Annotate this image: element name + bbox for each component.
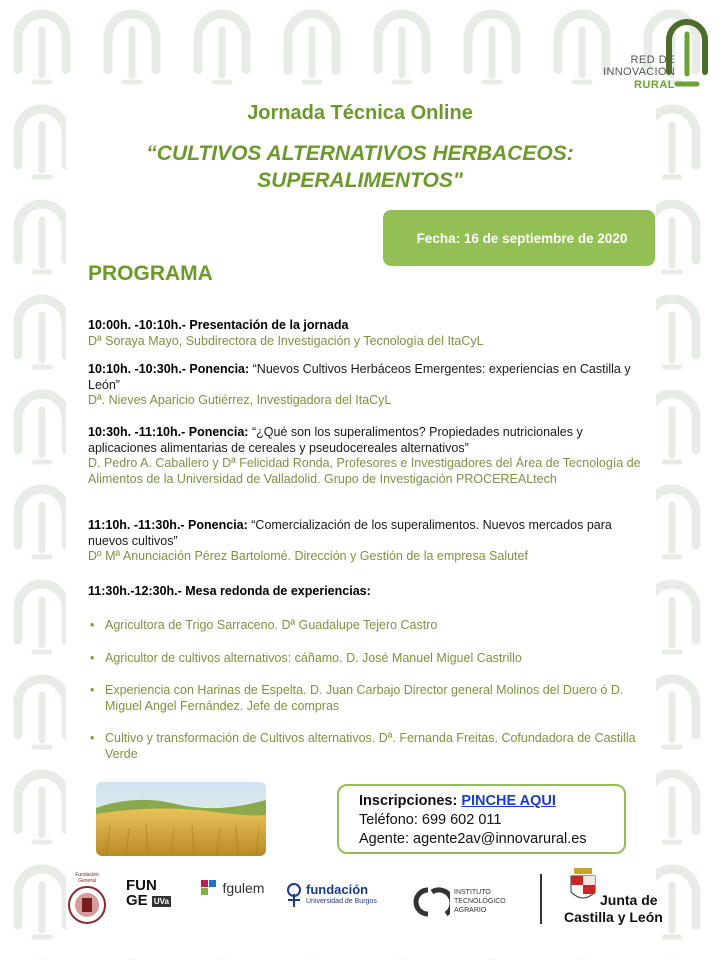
event-subtitle — [60, 140, 660, 194]
session-item — [88, 584, 648, 600]
fgulem-logo — [200, 878, 270, 918]
ubu-tree-icon — [284, 882, 304, 908]
logo-line-1: RED DE — [630, 54, 675, 66]
funge-text-b: GE — [126, 892, 148, 909]
logo-line-2: INNOVACION — [603, 66, 675, 78]
event-date-badge: Fecha: 16 de septiembre de 2020 — [383, 210, 655, 266]
session-speaker: D. Pedro A. Caballero y Dª Felicidad Ronda, Profesores e Investigadores del Área de Tecnología de Alimentos de la Universidad de Valladolid. Grupo de Investigación PROCEREALtech — [88, 456, 641, 486]
logo-line-3: RURAL — [634, 79, 675, 91]
list-item — [88, 683, 648, 714]
session-item — [88, 362, 648, 409]
wheat-field-image — [96, 782, 266, 856]
fundacion-general-logo — [66, 872, 108, 926]
roundtable-entry: Experiencia con Harinas de Espelta. D. Juan Carbajo Director general Molinos del Duero ó D. Miguel Angel Fernández. Jefe de compras — [105, 683, 624, 713]
session-speaker: Dª Soraya Mayo, Subdirectora de Investigación y Tecnología del ItaCyL — [88, 333, 484, 348]
funge-text-a: FUN — [126, 877, 157, 894]
registration-label: Inscripciones: — [359, 793, 458, 809]
event-title: Jornada Técnica Online — [247, 102, 473, 124]
uva-badge: UVa — [153, 896, 169, 906]
itacyl-text-2: TECNOLÓGICO — [454, 898, 506, 905]
list-item — [88, 651, 648, 667]
junta-text-1: Junta de — [600, 892, 658, 908]
session-topic: “Comercialización de los superalimentos. Nuevos mercados para nuevos cultivos” — [88, 518, 612, 548]
fgulem-mark-icon — [200, 878, 218, 898]
event-subtitle-line-2: SUPERALIMENTOS" — [257, 169, 463, 192]
sponsor-logos — [66, 866, 666, 928]
funge-uva-logo — [126, 878, 182, 924]
event-subtitle-line-1: “CULTIVOS ALTERNATIVOS HERBACEOS: — [146, 142, 574, 165]
roundtable-entry: Cultivo y transformación de Cultivos alternativos. Dª. Fernanda Freitas. Cofundadora de Castilla Verde — [105, 731, 636, 761]
list-item — [88, 731, 648, 762]
registration-link[interactable]: PINCHE AQUI — [461, 793, 556, 809]
session-speaker: Dº Mª Anunciación Pérez Bartolomé. Dirección y Gestión de la empresa Salutef — [88, 549, 528, 563]
university-seal-icon — [66, 884, 108, 926]
session-speaker: Dª. Nieves Aparicio Gutiérrez, Investigadora del ItaCyL — [88, 393, 392, 407]
session-time: 11:10h. -11:30h.- Ponencia: — [88, 518, 248, 532]
red-innovacion-rural-logo — [588, 10, 713, 92]
coat-of-arms-icon — [568, 866, 598, 906]
registration-agent: Agente: agente2av@innovarural.es — [359, 831, 587, 847]
session-time: 10:00h. -10:10h.- Presentación de la jornada — [88, 318, 349, 332]
bullet-icon: • — [90, 618, 95, 632]
session-time: 11:30h.-12:30h.- Mesa redonda de experiencias: — [88, 584, 371, 598]
fgulem-text: fgulem — [222, 880, 265, 896]
session-item — [88, 425, 648, 487]
session-item — [88, 518, 648, 565]
roundtable-entry: Agricultora de Trigo Sarraceno. Dª Guadalupe Tejero Castro — [105, 618, 438, 632]
roundtable-entry: Agricultor de cultivos alternativos: cáñamo. D. José Manuel Miguel Castrillo — [105, 650, 522, 665]
itacyl-text-1: INSTITUTO — [454, 889, 491, 896]
rir-arch-icon — [661, 10, 713, 92]
list-item — [88, 618, 648, 634]
session-item — [88, 318, 648, 349]
fundacion-general-text: Fundación General — [75, 872, 99, 884]
session-topic: “Nuevos Cultivos Herbáceos Emergentes: experiencias en Castilla y León” — [88, 362, 631, 392]
registration-phone: Teléfono: 699 602 011 — [359, 812, 502, 828]
registration-box — [337, 784, 626, 854]
session-topic: “¿Qué son los superalimentos? Propiedades nutricionales y aplicaciones alimentarias de cereales y pseudocereales alternativos” — [88, 425, 583, 455]
program-heading: PROGRAMA — [88, 262, 213, 285]
bullet-icon: • — [90, 683, 95, 697]
bullet-icon: • — [90, 650, 95, 665]
session-time: 10:10h. -10:30h.- Ponencia: — [88, 362, 250, 376]
itacyl-text-3: AGRARIO — [454, 907, 487, 914]
fundacion-text: fundación — [306, 882, 369, 897]
logo-divider — [540, 874, 542, 924]
roundtable-list — [88, 618, 648, 779]
junta-text-2: Castilla y León — [564, 909, 663, 925]
fundacion-ubu-logo — [284, 882, 377, 914]
itacyl-logo — [408, 884, 508, 924]
session-time: 10:30h. -11:10h.- Ponencia: — [88, 425, 249, 439]
bullet-icon: • — [90, 731, 95, 745]
junta-cyl-logo — [564, 866, 664, 928]
ubu-text: Universidad de Burgos — [306, 898, 377, 905]
itacyl-mark-icon — [408, 884, 450, 920]
